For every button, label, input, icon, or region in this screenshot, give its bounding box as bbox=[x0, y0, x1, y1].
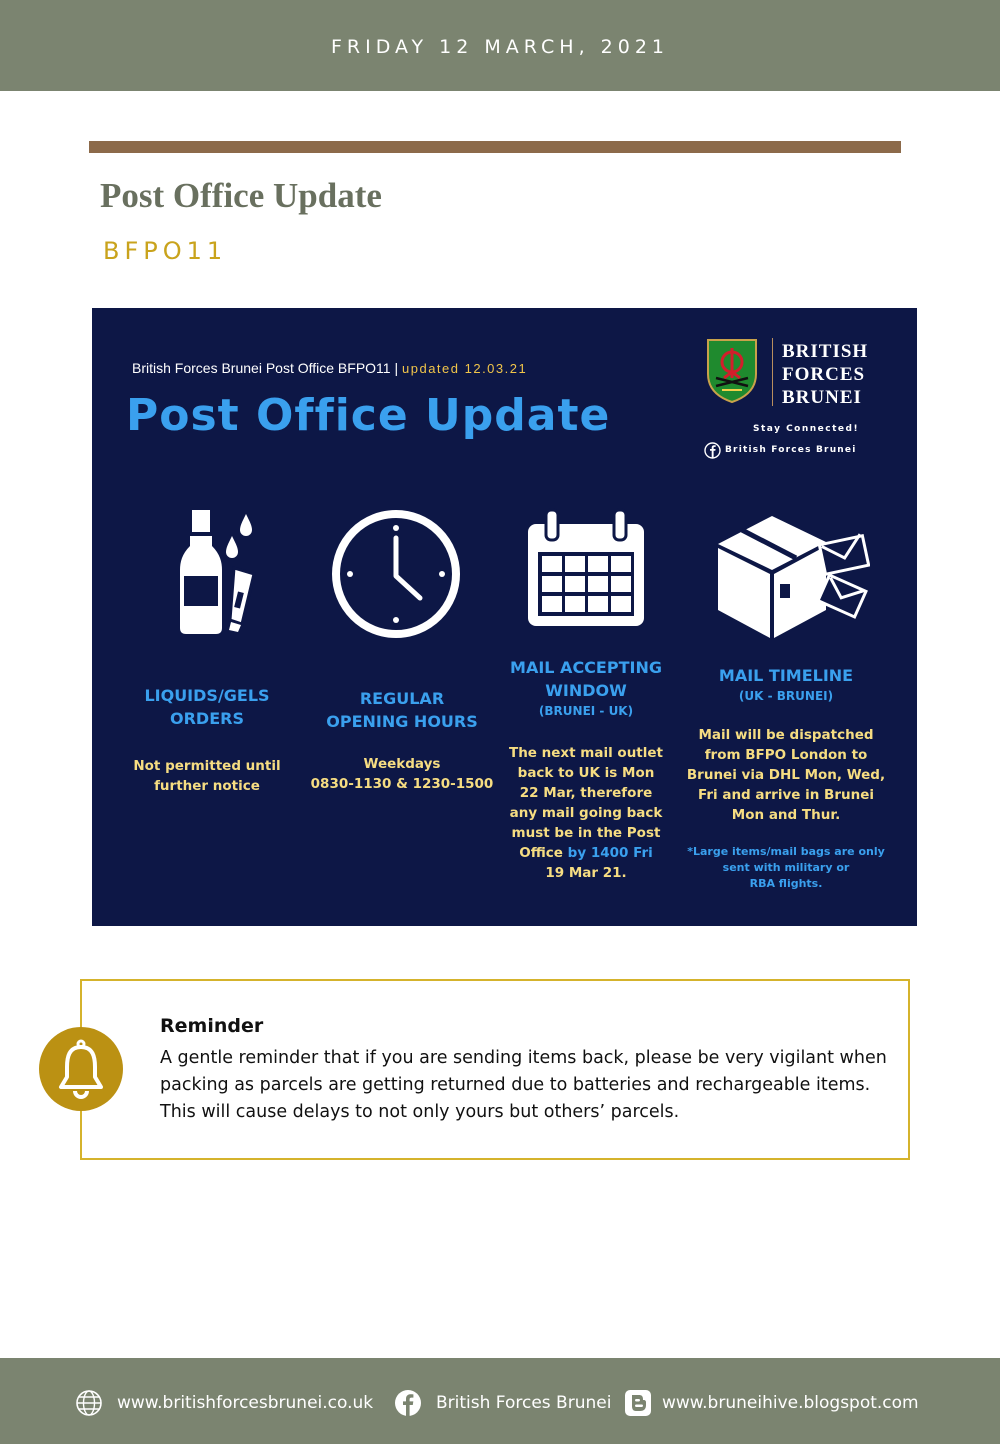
issue-date: FRIDAY 12 MARCH, 2021 bbox=[330, 36, 670, 58]
brand-divider bbox=[772, 338, 773, 406]
timeline-heading-line: MAIL TIMELINE bbox=[718, 666, 854, 685]
globe-icon bbox=[75, 1389, 103, 1417]
footer-facebook-text: British Forces Brunei bbox=[436, 1393, 612, 1413]
timeline-text-line: Brunei via DHL Mon, Wed, bbox=[686, 767, 886, 783]
timeline-heading bbox=[686, 664, 886, 687]
blogger-icon bbox=[624, 1389, 652, 1417]
hours-text-line: 0830-1130 & 1230-1500 bbox=[310, 776, 494, 792]
footer-facebook[interactable] bbox=[394, 1389, 611, 1417]
brand-name bbox=[782, 340, 868, 409]
window-text-office: Office bbox=[519, 845, 563, 861]
parcel-envelopes-icon bbox=[714, 512, 870, 642]
liquids-heading-line: ORDERS bbox=[170, 709, 244, 728]
bottle-tube-icon bbox=[176, 506, 268, 636]
footer-website-text: www.britishforcesbrunei.co.uk bbox=[117, 1393, 374, 1413]
window-text-line: back to UK is Mon bbox=[517, 765, 655, 781]
brand-line: BRITISH bbox=[782, 341, 869, 362]
liquids-text bbox=[122, 756, 292, 796]
window-text-line: The next mail outlet bbox=[508, 745, 663, 761]
bell-icon bbox=[39, 1027, 123, 1111]
page-subtitle: BFPO11 bbox=[103, 237, 228, 265]
poster-title: Post Office Update bbox=[126, 390, 611, 441]
window-heading bbox=[496, 656, 676, 702]
hours-text-line: Weekdays bbox=[363, 756, 441, 772]
window-text-line bbox=[496, 843, 676, 863]
window-heading-line: MAIL ACCEPTING bbox=[510, 658, 662, 677]
brand-line: FORCES bbox=[782, 364, 866, 385]
facebook-icon bbox=[394, 1389, 422, 1417]
poster-facebook-label: British Forces Brunei bbox=[725, 445, 857, 455]
header-band bbox=[0, 0, 1000, 91]
hours-heading-line: REGULAR bbox=[359, 689, 445, 708]
clock-icon bbox=[330, 508, 462, 640]
post-office-poster bbox=[92, 308, 917, 926]
timeline-note-line: sent with military or bbox=[722, 861, 850, 874]
window-text-date: 19 Mar 21. bbox=[545, 865, 627, 881]
reminder-body: A gentle reminder that if you are sending items back, please be very vigilant when packing as parcels are getting returned due to batteries and rechargeable items. This will cause delays to not only yours but others’ parcels. bbox=[160, 1048, 887, 1122]
liquids-heading bbox=[122, 684, 292, 730]
calendar-icon bbox=[524, 508, 648, 628]
timeline-text-line: Fri and arrive in Brunei bbox=[697, 787, 875, 803]
poster-header-line bbox=[132, 360, 527, 376]
timeline-text-line: Mail will be dispatched bbox=[698, 727, 874, 743]
reminder-title: Reminder bbox=[160, 1015, 264, 1037]
timeline-note-line: RBA flights. bbox=[749, 877, 823, 890]
footer-website[interactable] bbox=[75, 1389, 373, 1417]
timeline-text bbox=[681, 725, 891, 825]
facebook-icon bbox=[704, 442, 721, 459]
window-text-line: any mail going back bbox=[509, 805, 663, 821]
timeline-note-line: *Large items/mail bags are only bbox=[687, 845, 885, 858]
crest-icon bbox=[706, 338, 758, 404]
footer-blog[interactable] bbox=[624, 1389, 919, 1417]
hours-text bbox=[302, 754, 502, 794]
liquids-text-line: Not permitted until bbox=[133, 758, 281, 774]
timeline-text-line: from BFPO London to bbox=[704, 747, 868, 763]
footer-band bbox=[0, 1358, 1000, 1444]
timeline-note bbox=[686, 844, 886, 892]
title-divider bbox=[89, 141, 901, 153]
poster-updated-text: updated 12.03.21 bbox=[402, 361, 528, 376]
timeline-subheading: (UK - BRUNEI) bbox=[738, 689, 834, 703]
window-text-line: 22 Mar, therefore bbox=[519, 785, 653, 801]
window-subheading: (BRUNEI - UK) bbox=[538, 704, 634, 718]
hours-heading bbox=[307, 687, 497, 733]
hours-heading-line: OPENING HOURS bbox=[326, 712, 478, 731]
window-text-line: must be in the Post bbox=[511, 825, 661, 841]
poster-facebook bbox=[704, 441, 857, 459]
liquids-heading-line: LIQUIDS/GELS bbox=[144, 686, 270, 705]
liquids-text-line: further notice bbox=[154, 778, 260, 794]
window-text-deadline: by 1400 Fri bbox=[567, 845, 653, 861]
window-text bbox=[496, 743, 676, 883]
stay-connected: Stay Connected! bbox=[753, 424, 860, 434]
footer-blog-text: www.bruneihive.blogspot.com bbox=[662, 1393, 919, 1413]
poster-header-text: British Forces Brunei Post Office BFPO11 | bbox=[132, 360, 399, 376]
timeline-text-line: Mon and Thur. bbox=[731, 807, 841, 823]
window-heading-line: WINDOW bbox=[545, 681, 627, 700]
brand-line: BRUNEI bbox=[782, 387, 862, 408]
page-title: Post Office Update bbox=[100, 176, 382, 215]
reminder-badge bbox=[39, 1027, 123, 1111]
